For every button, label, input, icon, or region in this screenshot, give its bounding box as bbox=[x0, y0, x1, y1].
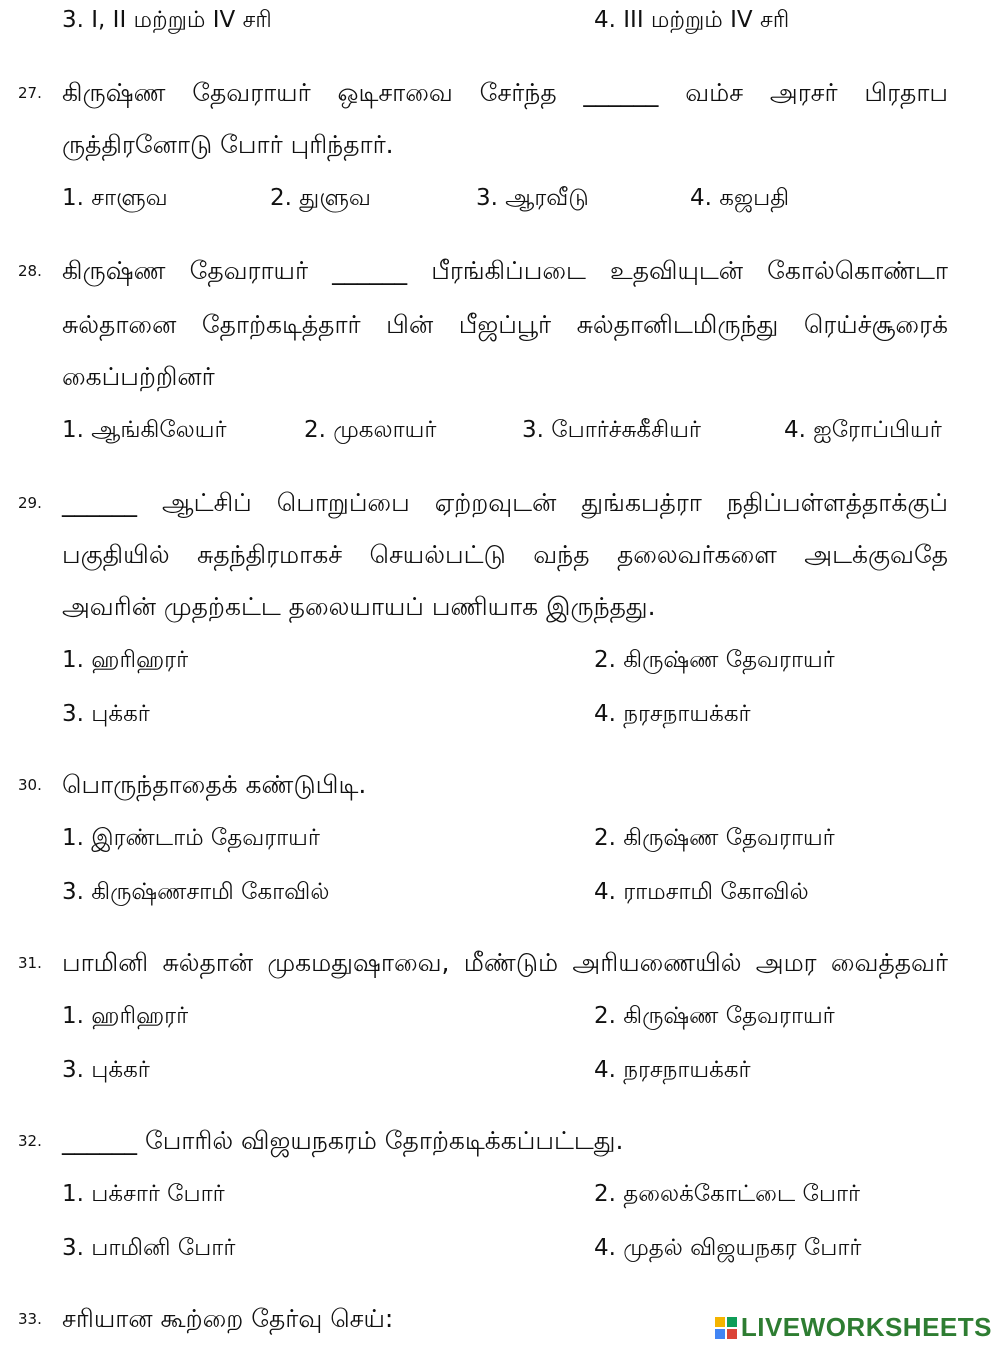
q28-number: 28. bbox=[18, 262, 42, 280]
q27-option-4[interactable]: 4. கஜபதி bbox=[690, 185, 790, 211]
q27-line1: கிருஷ்ண தேவராயர் ஒடிசாவை சேர்ந்த ______ வம்ச அரசர் பிரதாப bbox=[62, 78, 948, 107]
watermark-text: LIVEWORKSHEETS bbox=[740, 1312, 992, 1342]
q28-option-1[interactable]: 1. ஆங்கிலேயர் bbox=[62, 417, 227, 443]
q33-line1: சரியான கூற்றை தேர்வு செய்: bbox=[62, 1304, 394, 1333]
q32-number: 32. bbox=[18, 1132, 42, 1150]
q29-line2: பகுதியில் சுதந்திரமாகச் செயல்பட்டு வந்த தலைவர்களை அடக்குவதே bbox=[62, 540, 948, 569]
q32-option-4[interactable]: 4. முதல் விஜயநகர போர் bbox=[594, 1235, 862, 1261]
q28-option-2[interactable]: 2. முகலாயர் bbox=[304, 417, 437, 443]
q31-number: 31. bbox=[18, 954, 42, 972]
q31-option-3[interactable]: 3. புக்கர் bbox=[62, 1057, 150, 1083]
q26-option-4[interactable]: 4. III மற்றும் IV சரி bbox=[594, 7, 790, 33]
q29-line3: அவரின் முதற்கட்ட தலையாயப் பணியாக இருந்தது. bbox=[62, 592, 656, 621]
q29-option-4[interactable]: 4. நரசநாயக்கர் bbox=[594, 701, 751, 727]
q31-line1: பாமினி சுல்தான் முகமதுஷாவை, மீண்டும் அரியணையில் அமர வைத்தவர் bbox=[62, 948, 948, 977]
q28-line3: கைப்பற்றினர் bbox=[62, 362, 215, 391]
q32-option-3[interactable]: 3. பாமினி போர் bbox=[62, 1235, 236, 1261]
q29-line1: ______ ஆட்சிப் பொறுப்பை ஏற்றவுடன் துங்கபத்ரா நதிப்பள்ளத்தாக்குப் bbox=[62, 488, 948, 517]
q29-option-1[interactable]: 1. ஹரிஹரர் bbox=[62, 647, 189, 673]
q32-line1: ______ போரில் விஜயநகரம் தோற்கடிக்கப்பட்டது. bbox=[62, 1126, 624, 1155]
q28-line2: சுல்தானை தோற்கடித்தார் பின் பீஜப்பூர் சுல்தானிடமிருந்து ரெய்ச்சூரைக் bbox=[62, 310, 948, 339]
q29-option-2[interactable]: 2. கிருஷ்ண தேவராயர் bbox=[594, 647, 835, 673]
q32-option-1[interactable]: 1. பக்சார் போர் bbox=[62, 1181, 225, 1207]
q32-option-2[interactable]: 2. தலைக்கோட்டை போர் bbox=[594, 1181, 861, 1207]
q30-option-1[interactable]: 1. இரண்டாம் தேவராயர் bbox=[62, 825, 320, 851]
q28-option-3[interactable]: 3. போர்ச்சுகீசியர் bbox=[522, 417, 701, 443]
q27-number: 27. bbox=[18, 84, 42, 102]
q27-option-3[interactable]: 3. ஆரவீடு bbox=[476, 185, 589, 211]
liveworksheets-watermark bbox=[715, 1312, 992, 1343]
q29-number: 29. bbox=[18, 494, 42, 512]
q31-option-4[interactable]: 4. நரசநாயக்கர் bbox=[594, 1057, 751, 1083]
q30-option-4[interactable]: 4. ராமசாமி கோவில் bbox=[594, 879, 809, 905]
q27-option-1[interactable]: 1. சாளுவ bbox=[62, 185, 168, 211]
q30-number: 30. bbox=[18, 776, 42, 794]
q27-line2: ருத்திரனோடு போர் புரிந்தார். bbox=[62, 130, 394, 159]
q31-option-1[interactable]: 1. ஹரிஹரர் bbox=[62, 1003, 189, 1029]
q28-option-4[interactable]: 4. ஐரோப்பியர் bbox=[784, 417, 942, 443]
q28-line1: கிருஷ்ண தேவராயர் ______ பீரங்கிப்படை உதவியுடன் கோல்கொண்டா bbox=[62, 256, 948, 285]
q33-number: 33. bbox=[18, 1310, 42, 1328]
q27-option-2[interactable]: 2. துளுவ bbox=[270, 185, 371, 211]
q30-option-3[interactable]: 3. கிருஷ்ணசாமி கோவில் bbox=[62, 879, 330, 905]
q31-option-2[interactable]: 2. கிருஷ்ண தேவராயர் bbox=[594, 1003, 835, 1029]
q30-option-2[interactable]: 2. கிருஷ்ண தேவராயர் bbox=[594, 825, 835, 851]
q26-option-3[interactable]: 3. I, II மற்றும் IV சரி bbox=[62, 7, 272, 33]
q30-line1: பொருந்தாதைக் கண்டுபிடி. bbox=[62, 770, 367, 799]
q29-option-3[interactable]: 3. புக்கர் bbox=[62, 701, 150, 727]
liveworksheets-logo-icon bbox=[715, 1317, 737, 1339]
